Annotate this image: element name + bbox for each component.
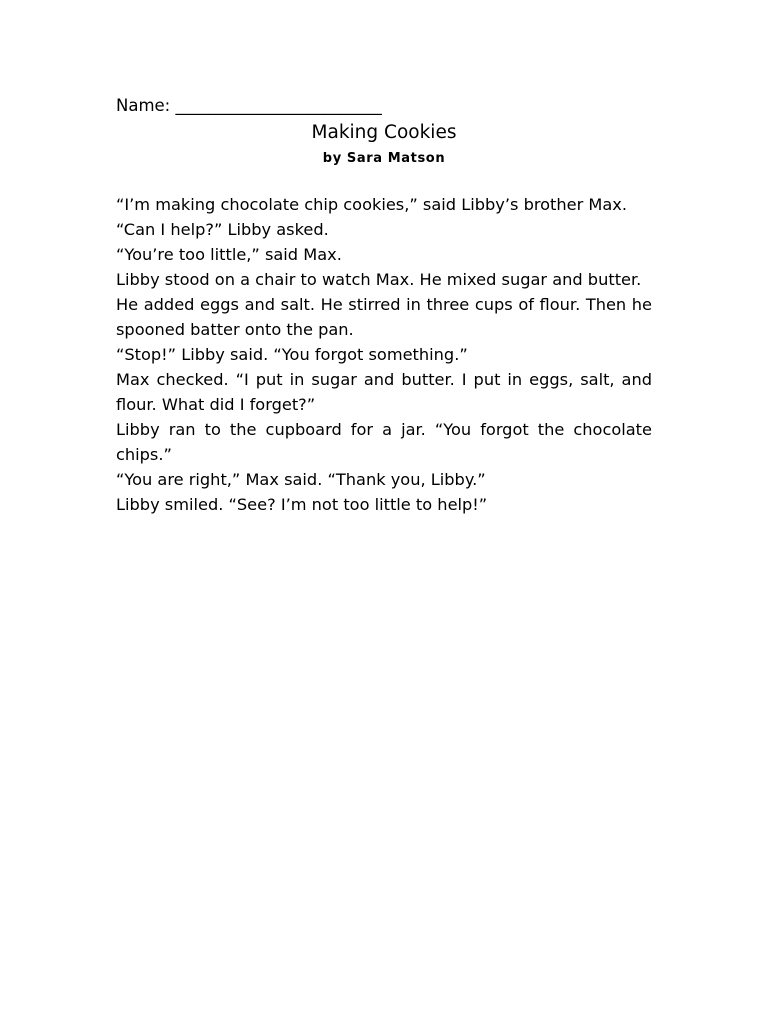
- story-paragraph: Max checked. “I put in sugar and butter. I put in eggs, salt, and flour. What did I forget?”: [116, 370, 652, 414]
- name-field-label: Name: _________________________: [116, 96, 382, 115]
- story-paragraph: “Stop!” Libby said. “You forgot something.”: [116, 345, 468, 364]
- story-paragraph: Libby stood on a chair to watch Max. He mixed sugar and butter.: [116, 270, 642, 289]
- story-byline: by Sara Matson: [322, 151, 446, 166]
- story-paragraph: “Can I help?” Libby asked.: [116, 220, 329, 239]
- story-paragraph: “You’re too little,” said Max.: [116, 245, 342, 264]
- story-paragraph: Libby ran to the cupboard for a jar. “You forgot the chocolate chips.”: [116, 420, 652, 464]
- story-text: [116, 192, 652, 517]
- story-title: Making Cookies: [311, 122, 457, 143]
- story-paragraph: “I’m making chocolate chip cookies,” said Libby’s brother Max.: [116, 195, 628, 214]
- story-paragraph: “You are right,” Max said. “Thank you, Libby.”: [116, 470, 486, 489]
- story-paragraph: Libby smiled. “See? I’m not too little to help!”: [116, 495, 488, 514]
- story-paragraph: He added eggs and salt. He stirred in three cups of flour. Then he spooned batter onto the pan.: [116, 295, 652, 339]
